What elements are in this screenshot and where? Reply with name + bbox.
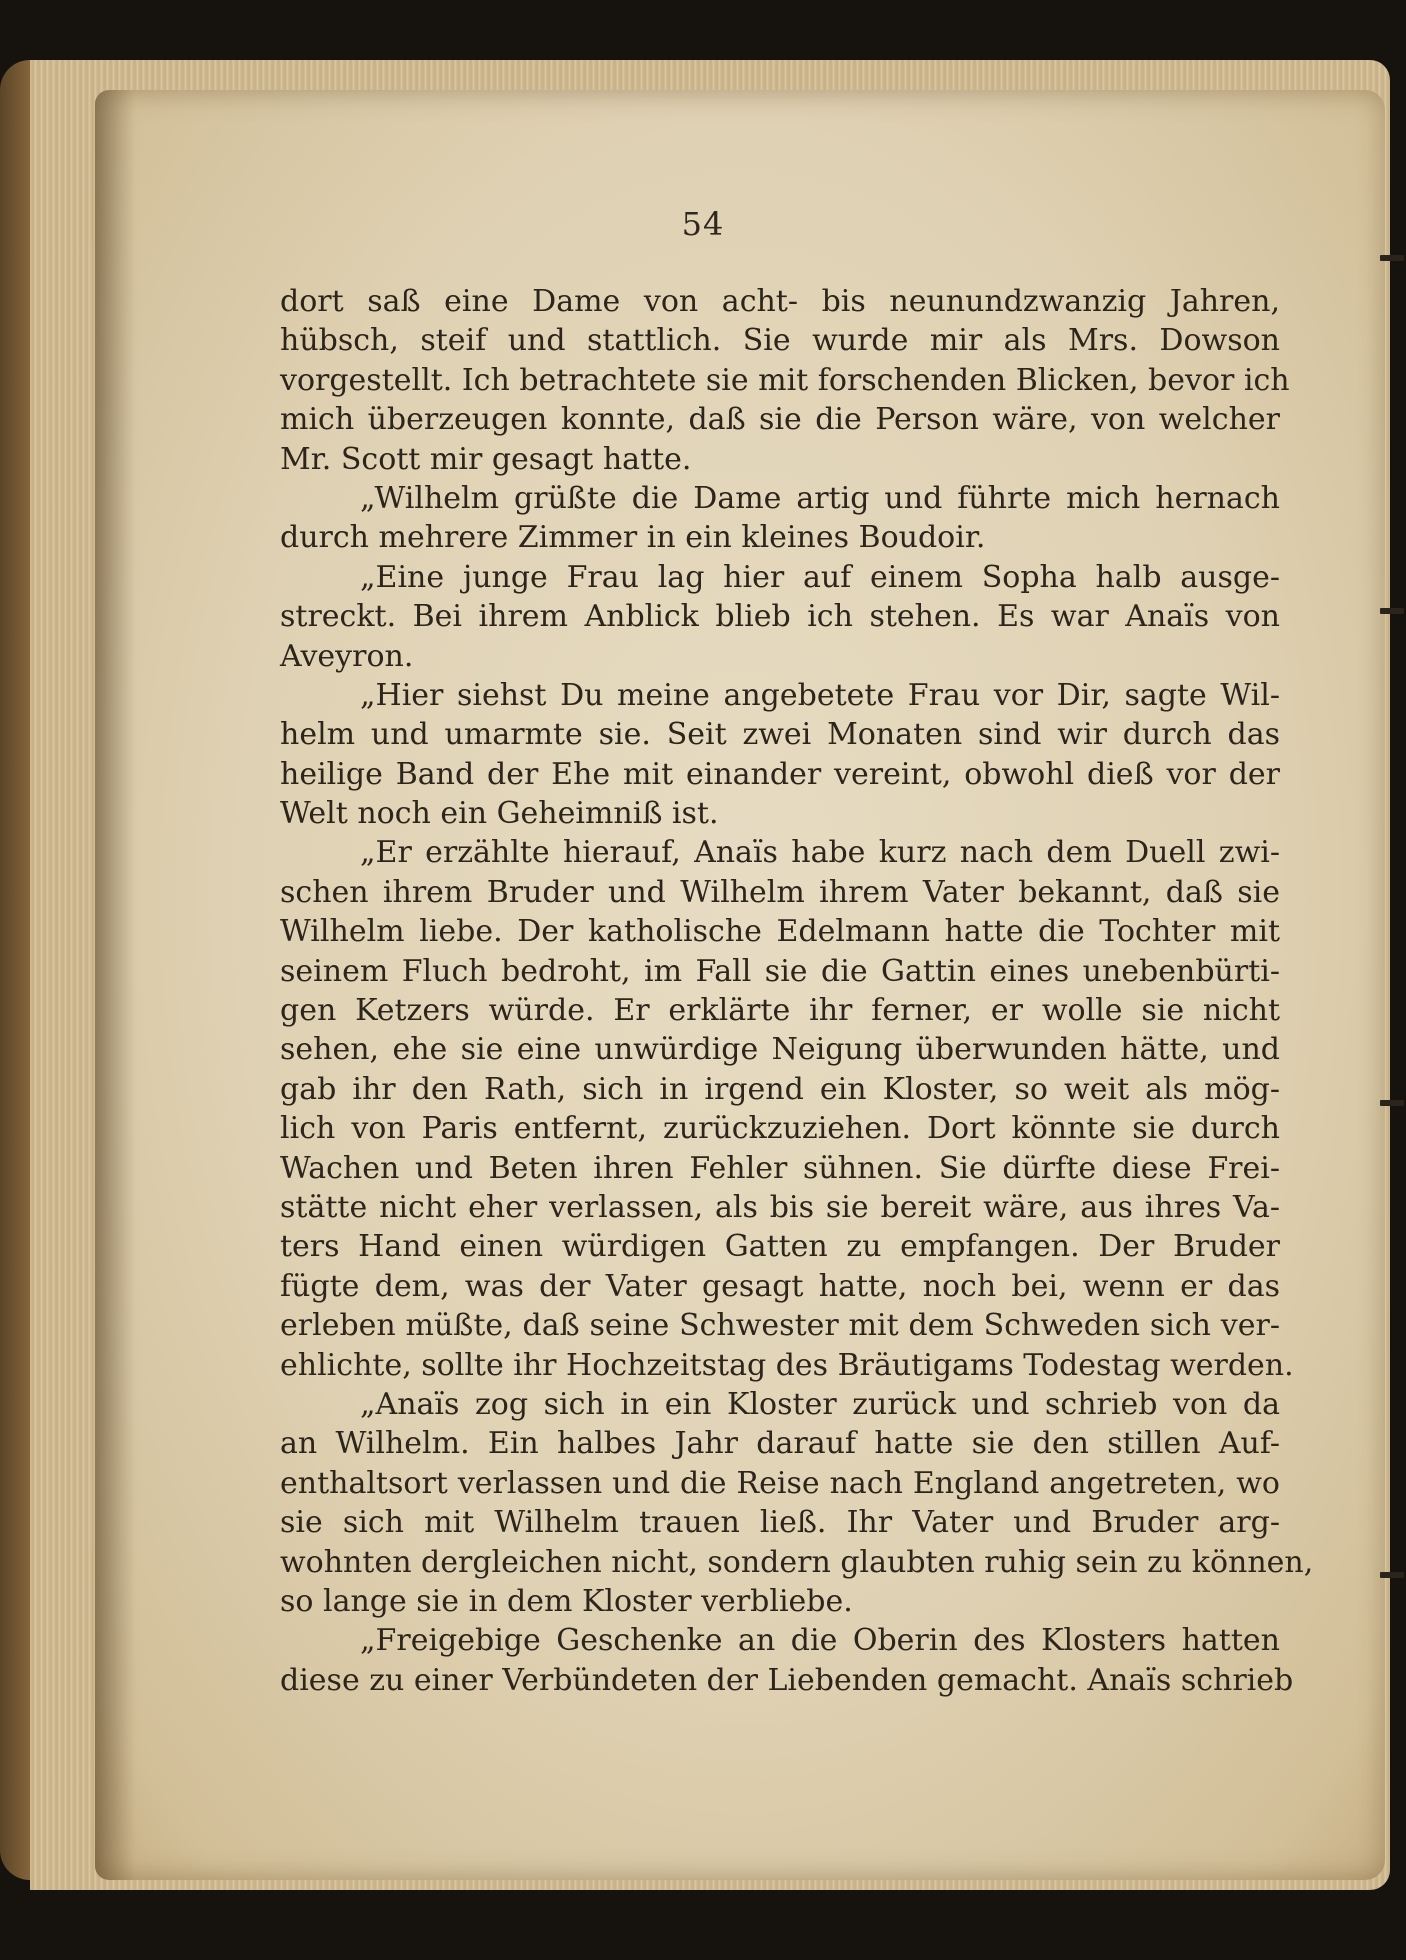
text-line: sie sich mit Wilhelm trauen ließ. Ihr Vater und Bruder arg- [280, 1505, 1280, 1541]
text-line: diese zu einer Verbündeten der Liebenden gemacht. Anaïs schrieb [280, 1662, 1294, 1698]
text-line: sehen, ehe sie eine unwürdige Neigung überwunden hätte, und [280, 1032, 1280, 1068]
text-line: mich überzeugen konnte, daß sie die Person wäre, von welcher [280, 402, 1280, 438]
text-line: schen ihrem Bruder und Wilhelm ihrem Vater bekannt, daß sie [280, 874, 1280, 910]
text-line: fügte dem, was der Vater gesagt hatte, noch bei, wenn er das [280, 1268, 1280, 1304]
text-line: vorgestellt. Ich betrachtete sie mit forschenden Blicken, bevor ich [280, 362, 1290, 398]
text-line: stätte nicht eher verlassen, als bis sie bereit wäre, aus ihres Va- [280, 1189, 1280, 1225]
spine-shadow [95, 90, 135, 1880]
text-line: ters Hand einen würdigen Gatten zu empfangen. Der Bruder [280, 1229, 1280, 1265]
text-line: „Anaïs zog sich in ein Kloster zurück und schrieb von da [360, 1386, 1280, 1422]
text-line: lich von Paris entfernt, zurückzuziehen. Dort könnte sie durch [280, 1111, 1280, 1147]
text-line: seinem Fluch bedroht, im Fall sie die Gattin eines unebenbürti- [280, 953, 1280, 989]
page-marker-tab [1380, 608, 1404, 614]
text-line: heilige Band der Ehe mit einander vereint, obwohl dieß vor der [280, 756, 1280, 792]
text-line: „Eine junge Frau lag hier auf einem Sopha halb ausge- [360, 559, 1280, 595]
text-line: „Wilhelm grüßte die Dame artig und führte mich hernach [360, 480, 1280, 516]
page-marker-tab [1380, 255, 1404, 261]
text-line: gab ihr den Rath, sich in irgend ein Kloster, so weit als mög- [280, 1071, 1280, 1107]
body-text [280, 282, 1314, 1700]
text-line: ehlichte, sollte ihr Hochzeitstag des Bräutigams Todestag werden. [280, 1347, 1294, 1383]
page-marker-tab [1380, 1100, 1404, 1106]
text-line: gen Ketzers würde. Er erklärte ihr ferner, er wolle sie nicht [280, 993, 1280, 1029]
text-line: streckt. Bei ihrem Anblick blieb ich stehen. Es war Anaïs von [280, 599, 1280, 635]
text-line: Wilhelm liebe. Der katholische Edelmann hatte die Tochter mit [280, 914, 1280, 950]
text-line: dort saß eine Dame von acht- bis neunundzwanzig Jahren, [280, 284, 1280, 319]
text-line: „Freigebige Geschenke an die Oberin des Klosters hatten [360, 1623, 1280, 1659]
text-line: enthaltsort verlassen und die Reise nach England angetreten, wo [280, 1465, 1280, 1501]
text-line: Mr. Scott mir gesagt hatte. [280, 441, 692, 477]
text-line: helm und umarmte sie. Seit zwei Monaten sind wir durch das [280, 717, 1280, 753]
text-line: an Wilhelm. Ein halbes Jahr darauf hatte sie den stillen Auf- [280, 1426, 1280, 1462]
text-line: Wachen und Beten ihren Fehler sühnen. Sie dürfte diese Frei- [280, 1150, 1280, 1186]
text-line: „Er erzählte hierauf, Anaïs habe kurz nach dem Duell zwi- [360, 835, 1280, 871]
text-line: „Hier siehst Du meine angebetete Frau vor Dir, sagte Wil- [360, 677, 1280, 713]
text-line: durch mehrere Zimmer in ein kleines Boudoir. [280, 520, 986, 556]
text-line: erleben müßte, daß seine Schwester mit dem Schweden sich ver- [280, 1308, 1280, 1344]
text-line: Aveyron. [280, 638, 414, 674]
page-marker-tab [1380, 1572, 1404, 1578]
text-line: Welt noch ein Geheimniß ist. [280, 796, 719, 832]
text-line: so lange sie in dem Kloster verbliebe. [280, 1583, 853, 1619]
text-line: wohnten dergleichen nicht, sondern glaubten ruhig sein zu können, [280, 1544, 1314, 1580]
page-number: 54 [681, 205, 725, 243]
text-line: hübsch, steif und stattlich. Sie wurde mir als Mrs. Dowson [280, 323, 1280, 359]
